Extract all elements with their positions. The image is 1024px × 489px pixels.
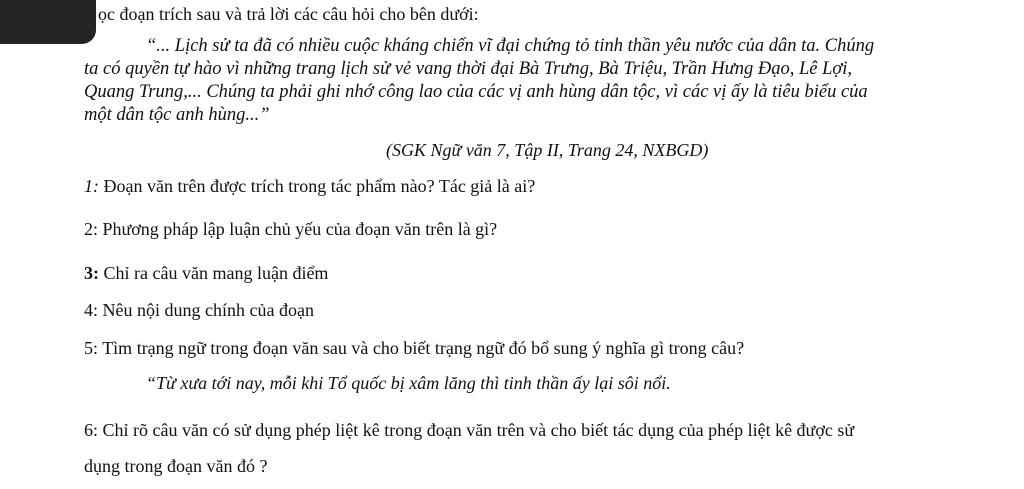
quote-line-4: một dân tộc anh hùng...” <box>84 105 270 125</box>
question-text: Chỉ rõ câu văn có sử dụng phép liệt kê trong đoạn văn trên và cho biết tác dụng của phép liệt kê được sử <box>98 420 855 440</box>
question-3 <box>84 262 328 284</box>
question-number: 2: <box>84 219 99 239</box>
question-text: Chỉ ra câu văn mang luận điểm <box>99 263 329 283</box>
instruction-heading: ọc đoạn trích sau và trả lời các câu hỏi cho bên dưới: <box>98 4 479 24</box>
quote-source: (SGK Ngữ văn 7, Tập II, Trang 24, NXBGD) <box>386 140 709 160</box>
question-number: 3: <box>84 263 99 283</box>
question-text: Nêu nội dung chính của đoạn <box>98 300 314 320</box>
question-number: 5: <box>84 338 99 358</box>
question-text: Đoạn văn trên được trích trong tác phẩm nào? Tác giả là ai? <box>99 176 536 196</box>
question-number: 6: <box>84 420 99 440</box>
question-text: Tìm trạng ngữ trong đoạn văn sau và cho biết trạng ngữ đó bổ sung ý nghĩa gì trong câu? <box>98 338 745 358</box>
question-6-continuation: dụng trong đoạn văn đó ? <box>84 456 268 476</box>
quote-line-3: Quang Trung,... Chúng ta phải ghi nhớ công lao của các vị anh hùng dân tộc, vì các vị ấy là tiêu biểu của <box>84 82 868 102</box>
quote-line-2: ta có quyền tự hào vì những trang lịch sử vẻ vang thời đại Bà Trưng, Bà Triệu, Trần Hưng Đạo, Lê Lợi, <box>84 59 853 79</box>
dark-corner-overlay <box>0 0 96 44</box>
question-5-quote: “Từ xưa tới nay, mỗi khi Tổ quốc bị xâm lăng thì tinh thần ấy lại sôi nổi. <box>146 373 671 393</box>
question-5 <box>84 337 744 359</box>
question-1 <box>84 175 535 197</box>
question-number: 4: <box>84 300 99 320</box>
quote-line-1: “... Lịch sử ta đã có nhiều cuộc kháng chiến vĩ đại chứng tỏ tinh thần yêu nước của dân ta. Chúng <box>146 36 875 56</box>
question-number: 1: <box>84 176 99 196</box>
question-4 <box>84 299 314 321</box>
question-6 <box>84 419 854 441</box>
question-text: Phương pháp lập luận chủ yếu của đoạn văn trên là gì? <box>98 219 498 239</box>
question-2 <box>84 218 497 240</box>
